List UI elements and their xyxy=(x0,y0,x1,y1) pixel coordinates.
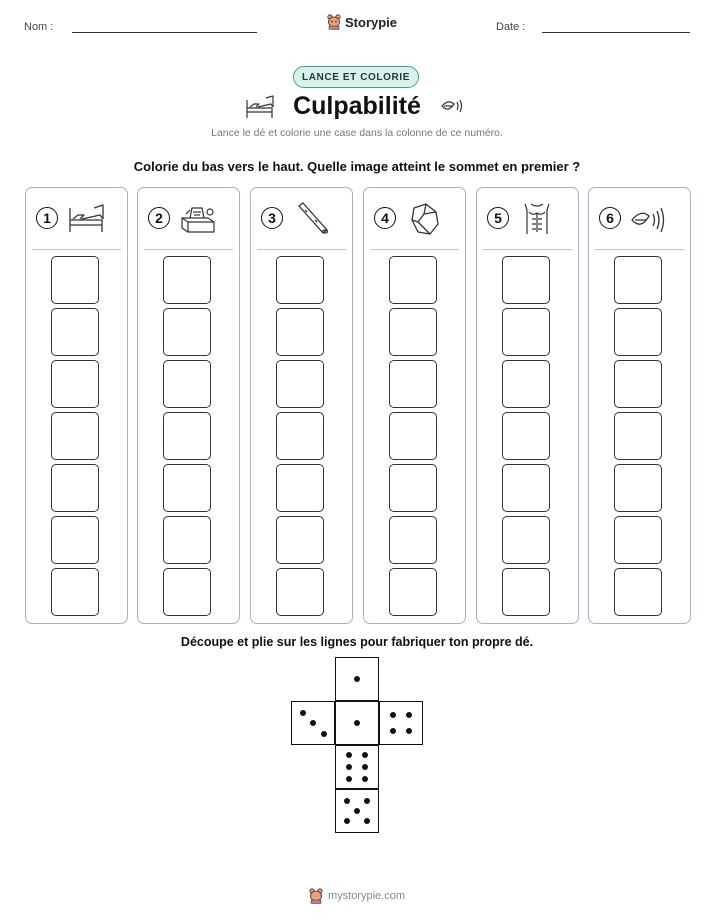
toolbox-icon xyxy=(178,200,218,236)
column-header xyxy=(477,188,578,250)
color-cell[interactable] xyxy=(163,308,211,356)
die-pip xyxy=(354,808,360,814)
column-header xyxy=(589,188,690,250)
color-cell[interactable] xyxy=(502,516,550,564)
brand-name: Storypie xyxy=(345,14,398,30)
color-cell[interactable] xyxy=(389,256,437,304)
color-cell[interactable] xyxy=(163,256,211,304)
color-cell[interactable] xyxy=(163,516,211,564)
column-header xyxy=(138,188,239,250)
color-cell[interactable] xyxy=(502,256,550,304)
color-cell[interactable] xyxy=(614,464,662,512)
color-cell[interactable] xyxy=(389,360,437,408)
die-pip xyxy=(354,720,360,726)
bear-icon xyxy=(327,14,341,30)
color-cell[interactable] xyxy=(276,360,324,408)
die-pip xyxy=(346,764,352,770)
column-number: 3 xyxy=(261,207,283,229)
die-pip xyxy=(344,818,350,824)
color-cell[interactable] xyxy=(51,464,99,512)
color-cell[interactable] xyxy=(276,516,324,564)
color-cell[interactable] xyxy=(389,308,437,356)
color-cell[interactable] xyxy=(276,412,324,460)
die-face-1 xyxy=(335,701,379,745)
column-5 xyxy=(476,187,579,624)
die-pip xyxy=(390,728,396,734)
color-cell[interactable] xyxy=(614,412,662,460)
brand-logo xyxy=(327,14,397,30)
die-pip xyxy=(346,776,352,782)
column-4 xyxy=(363,187,466,624)
color-cell[interactable] xyxy=(51,412,99,460)
color-cell[interactable] xyxy=(51,256,99,304)
column-2 xyxy=(137,187,240,624)
die-pip xyxy=(300,710,306,716)
date-label: Date : xyxy=(496,21,526,33)
column-divider xyxy=(144,249,233,250)
color-cell[interactable] xyxy=(614,568,662,616)
die-face-4 xyxy=(379,701,423,745)
die-pip xyxy=(364,818,370,824)
color-cell[interactable] xyxy=(614,256,662,304)
color-cell[interactable] xyxy=(502,308,550,356)
name-line[interactable] xyxy=(72,32,257,33)
die-pip xyxy=(344,798,350,804)
die-pip xyxy=(310,720,316,726)
stick-icon xyxy=(291,200,331,236)
speaking-mouth-icon xyxy=(629,200,669,236)
column-header xyxy=(26,188,127,250)
die-instruction: Découpe et plie sur les lignes pour fabriquer ton propre dé. xyxy=(180,635,534,649)
column-divider xyxy=(595,249,684,250)
column-divider xyxy=(32,249,121,250)
color-cell[interactable] xyxy=(51,568,99,616)
column-1 xyxy=(25,187,128,624)
column-number: 5 xyxy=(487,207,509,229)
bear-icon xyxy=(309,888,323,904)
die-pip xyxy=(390,712,396,718)
color-cell[interactable] xyxy=(163,412,211,460)
color-cell[interactable] xyxy=(276,464,324,512)
color-cell[interactable] xyxy=(389,516,437,564)
color-cell[interactable] xyxy=(502,360,550,408)
column-divider xyxy=(370,249,459,250)
color-cell[interactable] xyxy=(51,308,99,356)
color-cell[interactable] xyxy=(163,568,211,616)
color-cell[interactable] xyxy=(614,516,662,564)
die-pip xyxy=(346,752,352,758)
die-face-3 xyxy=(291,701,335,745)
footer xyxy=(0,888,714,904)
color-cell[interactable] xyxy=(163,360,211,408)
color-cell[interactable] xyxy=(389,568,437,616)
name-label: Nom : xyxy=(24,21,54,33)
color-cell[interactable] xyxy=(502,412,550,460)
date-line[interactable] xyxy=(542,32,690,33)
subtitle: Lance le dé et colorie une case dans la colonne de ce numéro. xyxy=(211,127,503,139)
color-cell[interactable] xyxy=(389,464,437,512)
color-cell[interactable] xyxy=(502,568,550,616)
color-cell[interactable] xyxy=(163,464,211,512)
bed-icon xyxy=(66,200,106,236)
color-cell[interactable] xyxy=(276,308,324,356)
color-cell[interactable] xyxy=(276,568,324,616)
die-pip xyxy=(406,728,412,734)
color-cell[interactable] xyxy=(389,412,437,460)
color-cell[interactable] xyxy=(276,256,324,304)
die-pip xyxy=(354,676,360,682)
speaking-mouth-icon xyxy=(440,97,466,115)
color-cell[interactable] xyxy=(502,464,550,512)
die-pip xyxy=(362,776,368,782)
column-number: 1 xyxy=(36,207,58,229)
die-pip xyxy=(362,764,368,770)
color-cell[interactable] xyxy=(51,360,99,408)
column-divider xyxy=(257,249,346,250)
column-3 xyxy=(250,187,353,624)
column-6 xyxy=(588,187,691,624)
die-pip xyxy=(321,731,327,737)
die-pip xyxy=(406,712,412,718)
footer-url: mystorypie.com xyxy=(327,890,406,902)
column-divider xyxy=(483,249,572,250)
column-number: 4 xyxy=(374,207,396,229)
column-number: 2 xyxy=(148,207,170,229)
color-cell[interactable] xyxy=(51,516,99,564)
activity-badge: LANCE ET COLORIE xyxy=(293,66,419,88)
die-pip xyxy=(364,798,370,804)
torso-icon xyxy=(517,200,557,236)
die-pip xyxy=(362,752,368,758)
die-face-1 xyxy=(335,657,379,701)
instruction: Colorie du bas vers le haut. Quelle image atteint le sommet en premier ? xyxy=(133,159,581,174)
color-cell[interactable] xyxy=(614,360,662,408)
die-face-5 xyxy=(335,789,379,833)
column-header xyxy=(251,188,352,250)
die-face-6 xyxy=(335,745,379,789)
rock-icon xyxy=(404,200,444,236)
page-title: Culpabilité xyxy=(293,92,421,120)
color-cell[interactable] xyxy=(614,308,662,356)
column-header xyxy=(364,188,465,250)
column-number: 6 xyxy=(599,207,621,229)
